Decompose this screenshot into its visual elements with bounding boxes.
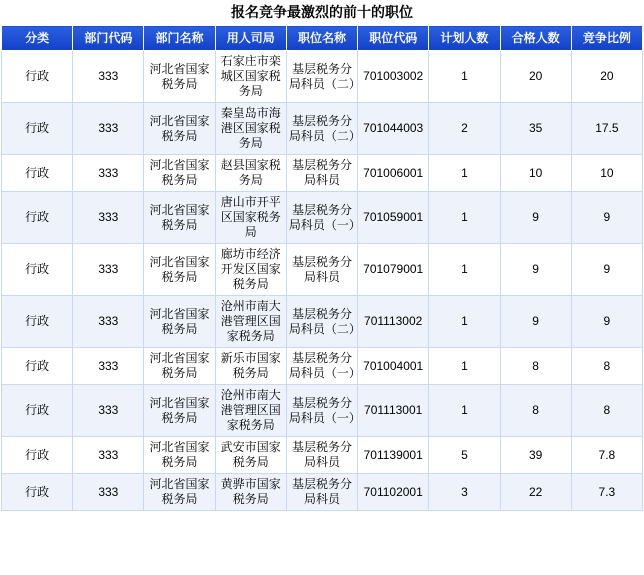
cell-passed: 10: [500, 155, 571, 192]
cell-category: 行政: [2, 51, 73, 103]
cell-dept-code: 333: [73, 103, 144, 155]
cell-job-name: 基层税务分局科员（二）: [286, 51, 357, 103]
cell-dept-name: 河北省国家税务局: [144, 155, 215, 192]
cell-dept-name: 河北省国家税务局: [144, 348, 215, 385]
table-row: [2, 474, 643, 511]
cell-job-name: 基层税务分局科员（二）: [286, 296, 357, 348]
cell-job-code: 701044003: [358, 103, 429, 155]
column-header-job-code[interactable]: 职位代码: [358, 26, 429, 51]
cell-plan: 1: [429, 244, 500, 296]
cell-plan: 1: [429, 51, 500, 103]
cell-dept-name: 河北省国家税务局: [144, 474, 215, 511]
cell-job-name: 基层税务分局科员（一）: [286, 348, 357, 385]
table-row: [2, 348, 643, 385]
cell-ratio: 8: [571, 385, 642, 437]
cell-ratio: 9: [571, 296, 642, 348]
cell-job-code: 701004001: [358, 348, 429, 385]
column-header-passed[interactable]: 合格人数: [500, 26, 571, 51]
cell-category: 行政: [2, 437, 73, 474]
cell-job-name: 基层税务分局科员（一）: [286, 192, 357, 244]
cell-plan: 5: [429, 437, 500, 474]
cell-bureau: 赵县国家税务局: [215, 155, 286, 192]
cell-job-name: 基层税务分局科员: [286, 474, 357, 511]
cell-job-name: 基层税务分局科员: [286, 244, 357, 296]
cell-dept-code: 333: [73, 474, 144, 511]
cell-job-code: 701113002: [358, 296, 429, 348]
cell-dept-name: 河北省国家税务局: [144, 103, 215, 155]
cell-bureau: 石家庄市栾城区国家税务局: [215, 51, 286, 103]
cell-dept-name: 河北省国家税务局: [144, 296, 215, 348]
cell-dept-code: 333: [73, 437, 144, 474]
cell-plan: 3: [429, 474, 500, 511]
cell-category: 行政: [2, 192, 73, 244]
cell-dept-name: 河北省国家税务局: [144, 385, 215, 437]
page-title: 报名竞争最激烈的前十的职位: [231, 4, 413, 20]
cell-plan: 2: [429, 103, 500, 155]
table-row: [2, 296, 643, 348]
column-header-plan[interactable]: 计划人数: [429, 26, 500, 51]
cell-category: 行政: [2, 296, 73, 348]
cell-bureau: 沧州市南大港管理区国家税务局: [215, 296, 286, 348]
table-row: [2, 437, 643, 474]
cell-ratio: 10: [571, 155, 642, 192]
cell-bureau: 武安市国家税务局: [215, 437, 286, 474]
cell-dept-code: 333: [73, 296, 144, 348]
cell-job-code: 701139001: [358, 437, 429, 474]
table-body: [2, 51, 643, 511]
cell-job-name: 基层税务分局科员: [286, 155, 357, 192]
cell-passed: 39: [500, 437, 571, 474]
cell-job-code: 701003002: [358, 51, 429, 103]
cell-ratio: 9: [571, 192, 642, 244]
cell-passed: 9: [500, 296, 571, 348]
cell-plan: 1: [429, 155, 500, 192]
cell-category: 行政: [2, 474, 73, 511]
cell-dept-code: 333: [73, 155, 144, 192]
cell-job-code: 701006001: [358, 155, 429, 192]
cell-dept-code: 333: [73, 385, 144, 437]
cell-plan: 1: [429, 192, 500, 244]
column-header-dept-code[interactable]: 部门代码: [73, 26, 144, 51]
table-header-row: [2, 26, 643, 51]
table-row: [2, 244, 643, 296]
cell-ratio: 17.5: [571, 103, 642, 155]
cell-dept-name: 河北省国家税务局: [144, 244, 215, 296]
cell-category: 行政: [2, 103, 73, 155]
cell-passed: 20: [500, 51, 571, 103]
cell-ratio: 7.8: [571, 437, 642, 474]
competition-ranking-table: [1, 25, 643, 511]
cell-dept-name: 河北省国家税务局: [144, 192, 215, 244]
cell-passed: 9: [500, 192, 571, 244]
cell-ratio: 9: [571, 244, 642, 296]
cell-bureau: 沧州市南大港管理区国家税务局: [215, 385, 286, 437]
cell-bureau: 新乐市国家税务局: [215, 348, 286, 385]
table-row: [2, 385, 643, 437]
cell-category: 行政: [2, 155, 73, 192]
column-header-category[interactable]: 分类: [2, 26, 73, 51]
cell-dept-name: 河北省国家税务局: [144, 51, 215, 103]
table-row: [2, 155, 643, 192]
cell-job-code: 701059001: [358, 192, 429, 244]
cell-bureau: 秦皇岛市海港区国家税务局: [215, 103, 286, 155]
cell-ratio: 7.3: [571, 474, 642, 511]
table-row: [2, 192, 643, 244]
cell-dept-name: 河北省国家税务局: [144, 437, 215, 474]
cell-category: 行政: [2, 244, 73, 296]
column-header-ratio[interactable]: 竞争比例: [571, 26, 642, 51]
table-row: [2, 103, 643, 155]
cell-passed: 35: [500, 103, 571, 155]
cell-job-name: 基层税务分局科员: [286, 437, 357, 474]
cell-plan: 1: [429, 348, 500, 385]
cell-dept-code: 333: [73, 348, 144, 385]
cell-dept-code: 333: [73, 192, 144, 244]
cell-dept-code: 333: [73, 244, 144, 296]
cell-passed: 8: [500, 348, 571, 385]
cell-bureau: 黄骅市国家税务局: [215, 474, 286, 511]
cell-plan: 1: [429, 385, 500, 437]
cell-job-code: 701113001: [358, 385, 429, 437]
cell-job-name: 基层税务分局科员（一）: [286, 385, 357, 437]
cell-category: 行政: [2, 385, 73, 437]
cell-ratio: 8: [571, 348, 642, 385]
cell-job-code: 701102001: [358, 474, 429, 511]
column-header-dept-name[interactable]: 部门名称: [144, 26, 215, 51]
cell-plan: 1: [429, 296, 500, 348]
cell-job-name: 基层税务分局科员（二）: [286, 103, 357, 155]
cell-bureau: 廊坊市经济开发区国家税务局: [215, 244, 286, 296]
table-header: [2, 26, 643, 51]
cell-passed: 9: [500, 244, 571, 296]
cell-ratio: 20: [571, 51, 642, 103]
table-row: [2, 51, 643, 103]
column-header-job-name[interactable]: 职位名称: [286, 26, 357, 51]
cell-passed: 22: [500, 474, 571, 511]
cell-dept-code: 333: [73, 51, 144, 103]
cell-passed: 8: [500, 385, 571, 437]
cell-category: 行政: [2, 348, 73, 385]
cell-job-code: 701079001: [358, 244, 429, 296]
cell-bureau: 唐山市开平区国家税务局: [215, 192, 286, 244]
column-header-bureau[interactable]: 用人司局: [215, 26, 286, 51]
